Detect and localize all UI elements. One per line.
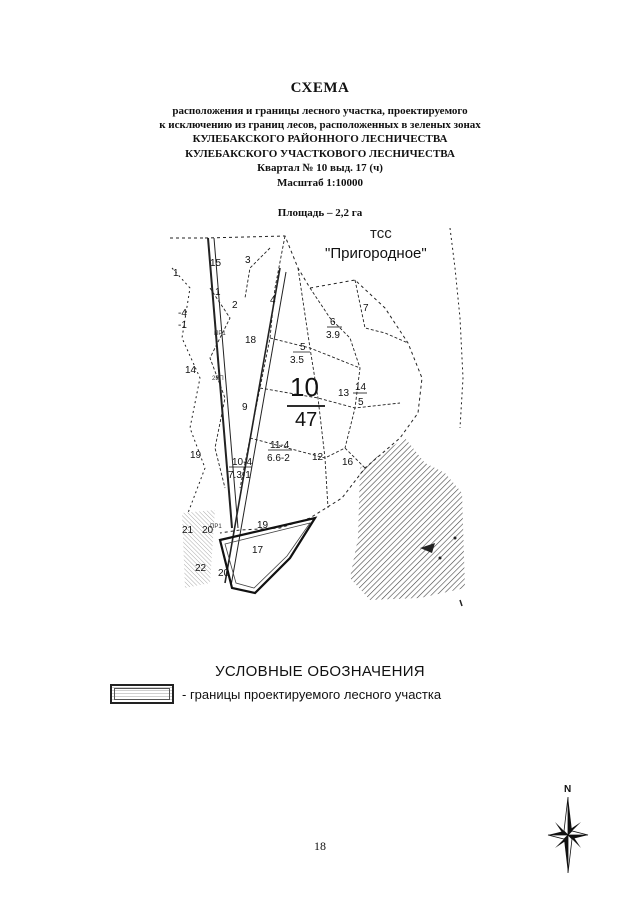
plot-label: 21	[182, 525, 194, 536]
plot-label: 4	[270, 295, 276, 306]
small-mark: ПР1	[210, 524, 222, 530]
plot-label: 3	[245, 255, 251, 266]
plot-label: 7	[363, 303, 369, 314]
scale-line: Масштаб 1:10000	[276, 177, 363, 189]
forestry-subdistrict: КУЛЕБАКСКОГО УЧАСТКОВОГО ЛЕСНИЧЕСТВА	[185, 148, 455, 160]
page-number: 18	[314, 839, 326, 853]
plot-label: 20	[202, 525, 214, 536]
org-label-fragment: тсс	[370, 228, 392, 242]
plot-label: 14	[185, 365, 197, 376]
quarter-number: 10	[290, 372, 319, 402]
boundary-right	[450, 228, 463, 428]
plot-label: 18	[245, 335, 257, 346]
org-label: "Пригородное"	[325, 245, 427, 262]
legend-item	[110, 683, 441, 705]
plot-area: 7.3-1	[228, 470, 251, 481]
document-title: СХЕМА	[290, 80, 350, 96]
plot-label: 19	[190, 450, 202, 461]
plot-label: 16	[342, 457, 354, 468]
quarter-area: 47	[295, 409, 318, 431]
plot-label: 12	[312, 452, 324, 463]
compass-north-label: N	[564, 784, 572, 795]
plot-label: 1	[215, 287, 221, 298]
plot-label: 19	[257, 520, 269, 531]
plot-label: 2	[232, 300, 238, 311]
plot-label: 11-4	[270, 440, 290, 451]
legend-boundary-swatch	[110, 684, 174, 704]
forestry-district: КУЛЕБАКСКОГО РАЙОННОГО ЛЕСНИЧЕСТВА	[192, 133, 448, 145]
plot-label: -4	[178, 308, 187, 319]
hatched-zone	[350, 438, 465, 600]
plot-area: 5	[358, 397, 364, 408]
plot-label: 15	[210, 258, 222, 269]
small-mark: 2ВП	[212, 376, 224, 382]
plot-area: 3.5	[290, 355, 304, 366]
quarter-line: Квартал № 10 выд. 17 (ч)	[257, 162, 383, 174]
plot-area: 6.6-2	[267, 453, 290, 464]
plot-label: 6	[330, 317, 336, 328]
projected-plot-label: 17	[252, 545, 264, 556]
plot-label: 9	[242, 402, 248, 413]
subtitle-line-1: расположения и границы лесного участка, проектируемого	[172, 105, 468, 117]
plot-area: 3.9	[326, 330, 340, 341]
legend-item-label: - границы проектируемого лесного участка	[182, 686, 442, 702]
plot-label: 13	[338, 388, 350, 399]
hatched-strip-left	[182, 510, 215, 588]
plot-label: 5	[300, 342, 306, 353]
compass-rose-icon	[543, 780, 593, 880]
plot-label: 10-4	[232, 457, 253, 468]
area-line: Площадь – 2,2 га	[277, 207, 363, 219]
plot-label: 22	[195, 563, 207, 574]
plot-label: 20	[218, 568, 230, 579]
forest-plot-map	[170, 228, 475, 608]
boundary-left	[172, 268, 205, 513]
plot-label: -1	[178, 320, 187, 331]
subtitle-line-2: к исключению из границ лесов, расположенных в зеленых зонах	[159, 119, 481, 131]
legend-title: УСЛОВНЫЕ ОБОЗНАЧЕНИЯ	[215, 663, 425, 680]
plot-label: 14	[355, 382, 367, 393]
plot-label: 1	[173, 268, 179, 279]
small-mark: ПР1	[214, 331, 226, 337]
